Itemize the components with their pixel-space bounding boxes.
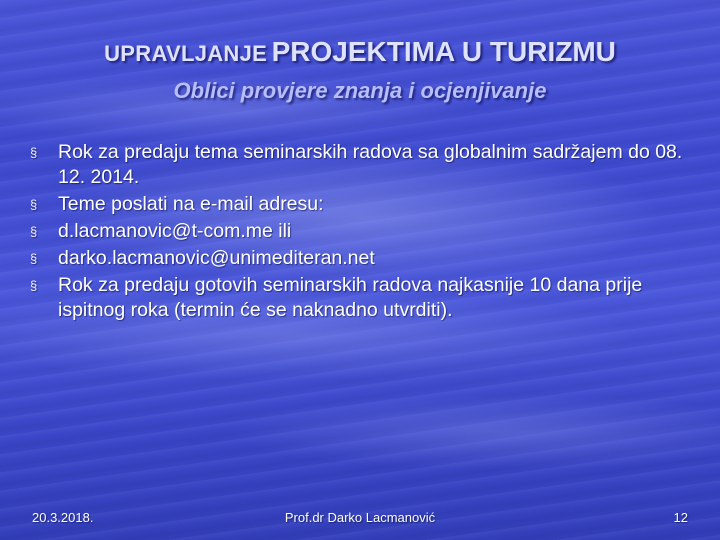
bullet-text: Rok za predaju tema seminarskih radova sa globalnim sadržajem do 08. 12. 2014. — [58, 141, 683, 188]
bullet-text: Teme poslati na e-mail adresu: — [58, 193, 324, 215]
bullet-icon: § — [30, 145, 38, 160]
slide-title — [0, 36, 720, 68]
bullet-item — [30, 219, 690, 244]
bullet-text: darko.lacmanovic@unimediteran.net — [58, 247, 375, 269]
bullet-icon: § — [30, 278, 38, 293]
title-main: PROJEKTIMA U TURIZMU — [271, 36, 616, 67]
bullet-item — [30, 273, 690, 323]
bullet-item — [30, 192, 690, 217]
title-prefix: UPRAVLJANJE — [104, 41, 268, 66]
footer-date: 20.3.2018. — [32, 510, 94, 525]
slide-subtitle: Oblici provjere znanja i ocjenjivanje — [173, 78, 547, 103]
bullet-icon: § — [30, 251, 38, 266]
footer-author: Prof.dr Darko Lacmanović — [284, 510, 436, 525]
bullet-item — [30, 140, 690, 190]
bullet-text: d.lacmanovic@t-com.me ili — [58, 220, 292, 242]
bullet-item — [30, 246, 690, 271]
page-number: 12 — [673, 510, 688, 525]
bullet-list — [30, 140, 690, 325]
bullet-text: Rok za predaju gotovih seminarskih radova najkasnije 10 dana prije ispitnog roka (termin će se naknadno utvrditi). — [58, 274, 643, 321]
bullet-icon: § — [30, 197, 38, 212]
bullet-icon: § — [30, 224, 38, 239]
